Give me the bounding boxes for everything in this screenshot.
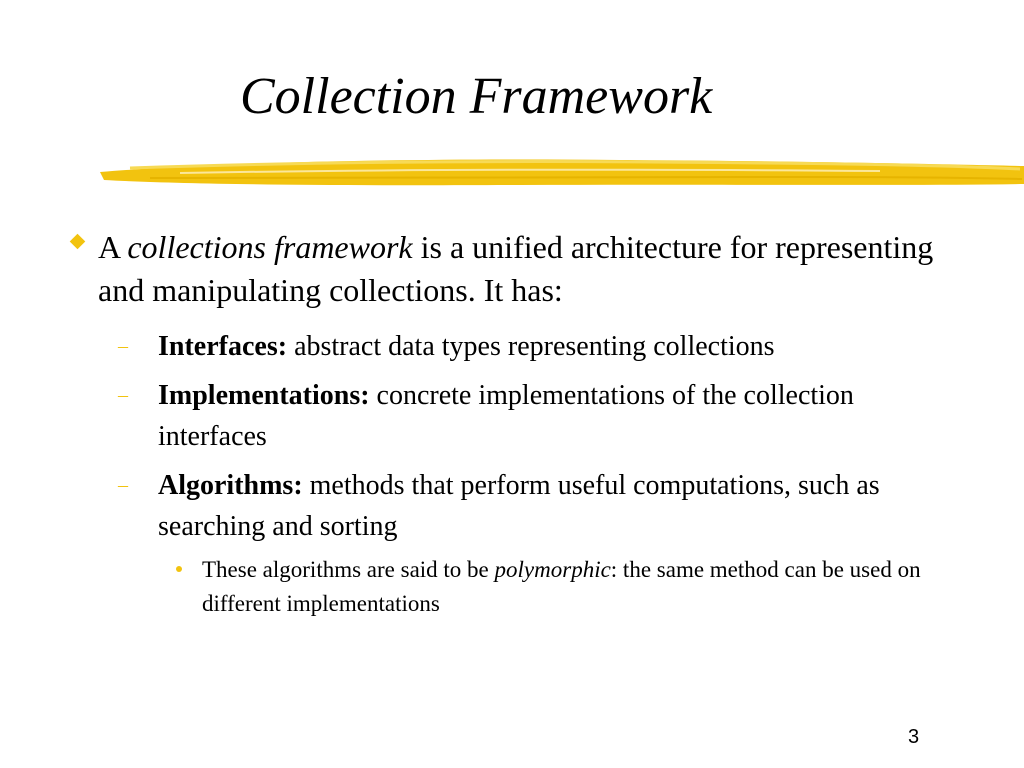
sub-bullet-term: Algorithms:	[158, 470, 303, 501]
sub-bullet-desc: methods that perform useful computations, such as searching and sorting	[158, 470, 880, 542]
sub-bullet-term: Interfaces:	[158, 331, 288, 362]
sub-bullet-text	[158, 465, 938, 547]
sub-sub-bullet-emphasis: polymorphic	[494, 557, 611, 582]
sub-sub-bullet-suffix: : the same method can be used on different implementations	[202, 557, 921, 616]
title-underline-brushstroke	[0, 150, 1024, 195]
diamond-bullet-icon	[70, 234, 86, 250]
dash-bullet-icon: –	[118, 384, 128, 406]
dash-bullet-icon: –	[118, 474, 128, 496]
sub-bullet-text	[158, 375, 938, 457]
main-bullet-suffix: is a unified architecture for representing and manipulating collections. It has:	[98, 229, 934, 308]
dash-bullet-icon: –	[118, 335, 128, 357]
sub-bullet-term: Implementations:	[158, 380, 370, 411]
sub-sub-bullet-prefix: These algorithms are said to be	[202, 557, 495, 582]
page-number: 3	[908, 726, 920, 748]
dot-bullet-icon	[176, 566, 182, 572]
main-bullet-emphasis: collections framework	[127, 229, 413, 265]
sub-bullet-text	[158, 326, 938, 367]
main-bullet-text	[98, 226, 948, 312]
slide-title: Collection Framework	[240, 68, 713, 125]
sub-bullet-desc: abstract data types representing collections	[287, 331, 775, 362]
sub-sub-bullet-text	[202, 553, 932, 621]
sub-bullet-desc: concrete implementations of the collection interfaces	[158, 380, 854, 452]
main-bullet-prefix: A	[98, 229, 128, 265]
